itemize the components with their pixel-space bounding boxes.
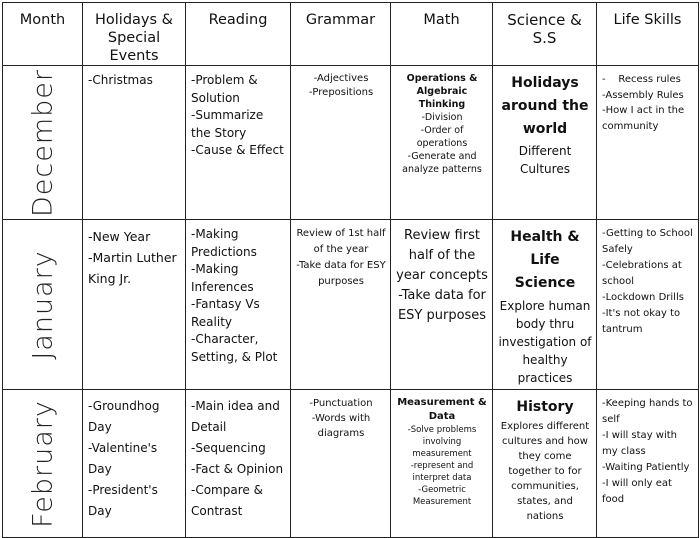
list-item: -Waiting Patiently <box>602 462 690 473</box>
header-grammar: Grammar <box>291 3 391 66</box>
life-skills-cell <box>597 66 699 220</box>
list-item: -Main idea and Detail <box>191 399 280 434</box>
list-item: -Prepositions <box>308 87 374 98</box>
list-item: -Christmas <box>88 73 153 87</box>
science-cell <box>493 220 597 390</box>
table-row-december <box>3 66 699 220</box>
science-cell <box>493 390 597 538</box>
math-topic-title: Measurement & Data <box>397 397 487 422</box>
list-item: -Punctuation <box>309 398 373 409</box>
header-life-skills: Life Skills <box>597 3 699 66</box>
list-item: -Character, Setting, & Plot <box>191 332 278 364</box>
header-math: Math <box>391 3 493 66</box>
header-science: Science & S.S <box>493 3 597 66</box>
list-item: -Problem & Solution <box>191 73 258 105</box>
list-item: -Order of operations <box>416 125 468 149</box>
list-item: -Fact & Opinion <box>191 462 284 476</box>
science-cell <box>493 66 597 220</box>
month-label: January <box>27 249 58 360</box>
list-item: -How I act in the community <box>602 105 685 132</box>
math-cell <box>391 220 493 390</box>
list-item: - Recess rules <box>602 74 681 85</box>
list-item: -Groundhog Day <box>88 399 160 434</box>
holidays-cell <box>83 66 186 220</box>
list-item: -Making Predictions <box>191 227 257 259</box>
list-item: -Sequencing <box>191 441 266 455</box>
list-item: -Solve problems involving measurement <box>407 425 477 459</box>
list-item: -President's Day <box>88 483 158 518</box>
list-item: -Division <box>421 112 463 123</box>
reading-cell <box>186 220 291 390</box>
science-description: Explores different cultures and how they come together to for communities, states, and nations <box>500 421 590 522</box>
header-reading: Reading <box>186 3 291 66</box>
table-row-february <box>3 390 699 538</box>
reading-cell <box>186 390 291 538</box>
list-item: -Take data for ESY purposes <box>296 260 386 287</box>
list-item: -I will stay with my class <box>602 430 677 457</box>
list-item: -Cause & Effect <box>191 143 284 157</box>
list-item: -I will only eat food <box>602 478 672 505</box>
month-cell <box>3 66 83 220</box>
life-skills-cell <box>597 390 699 538</box>
list-item: -Keeping hands to self <box>602 398 693 425</box>
list-item: -Summarize the Story <box>191 108 264 140</box>
list-item: -represent and interpret data <box>410 461 474 483</box>
list-item: -Assembly Rules <box>602 89 684 101</box>
list-item: -Take data for ESY purposes <box>397 288 487 323</box>
science-description: Different Cultures <box>518 144 572 176</box>
grammar-cell <box>291 390 391 538</box>
science-description: Explore human body thru investigation of healthy practices <box>498 299 592 385</box>
header-month: Month <box>3 3 83 66</box>
holidays-cell <box>83 220 186 390</box>
grammar-cell <box>291 220 391 390</box>
science-topic-title: History <box>516 399 574 415</box>
reading-cell <box>186 66 291 220</box>
table-row-january <box>3 220 699 390</box>
list-item: -Words with diagrams <box>311 413 371 439</box>
month-cell <box>3 390 83 538</box>
list-item: -Fantasy Vs Reality <box>191 297 260 329</box>
list-item: -Getting to School Safely <box>602 228 693 255</box>
math-topic-title: Operations & Algebraic Thinking <box>406 73 478 110</box>
list-item: -Compare & Contrast <box>191 483 263 518</box>
list-item: -Making Inferences <box>191 262 254 294</box>
list-item: Review first half of the year concepts <box>396 228 488 283</box>
life-skills-cell <box>597 220 699 390</box>
list-item: -Geometric Measurement <box>412 485 472 507</box>
month-label: February <box>27 399 58 528</box>
math-cell <box>391 66 493 220</box>
list-item: -Martin Luther King Jr. <box>88 250 177 286</box>
holidays-cell <box>83 390 186 538</box>
list-item: -Lockdown Drills <box>602 292 684 303</box>
list-item: -Valentine's Day <box>88 441 158 476</box>
list-item: -Celebrations at school <box>602 260 682 287</box>
month-label: December <box>27 68 58 217</box>
grammar-cell <box>291 66 391 220</box>
math-cell <box>391 390 493 538</box>
list-item: -New Year <box>88 229 151 244</box>
list-item: Review of 1st half of the year <box>296 228 386 255</box>
list-item: -It's not okay to tantrum <box>602 308 681 335</box>
science-topic-title: Health & Life Science <box>510 229 580 291</box>
header-row <box>3 3 699 66</box>
list-item: -Adjectives <box>313 73 369 84</box>
list-item: -Generate and analyze patterns <box>402 151 482 175</box>
month-cell <box>3 220 83 390</box>
science-topic-title: Holidays around the world <box>501 75 589 137</box>
header-holidays: Holidays & Special Events <box>83 3 186 66</box>
